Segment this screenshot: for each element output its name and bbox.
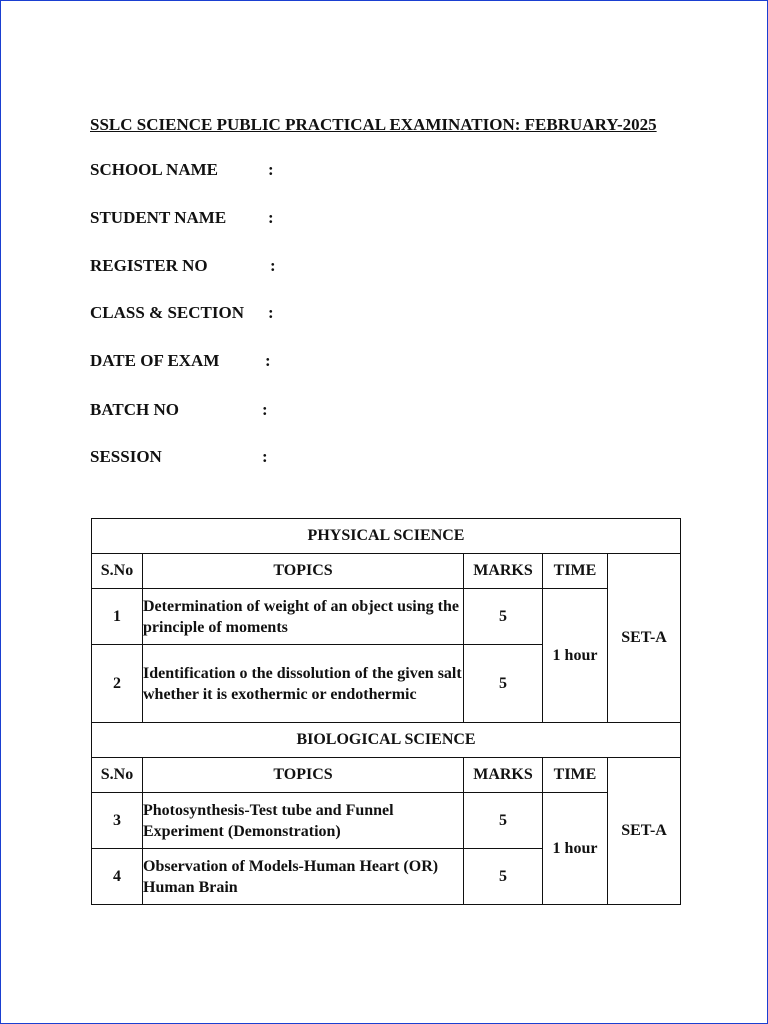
field-date-of-exam (90, 351, 271, 371)
row-marks: 5 (464, 793, 543, 849)
column-header-row (92, 758, 681, 793)
row-sno: 1 (92, 589, 143, 645)
field-label: CLASS & SECTION (90, 303, 244, 322)
header-marks: MARKS (464, 758, 543, 793)
field-school-name (90, 160, 274, 180)
header-topics: TOPICS (143, 554, 464, 589)
header-marks: MARKS (464, 554, 543, 589)
field-colon: : (268, 303, 274, 322)
field-label: STUDENT NAME (90, 208, 227, 227)
header-sno: S.No (92, 758, 143, 793)
header-time: TIME (543, 554, 608, 589)
practical-topics-table (91, 518, 681, 905)
header-sno: S.No (92, 554, 143, 589)
time-cell: 1 hour (543, 589, 608, 723)
field-label: SCHOOL NAME (90, 160, 218, 179)
row-sno: 3 (92, 793, 143, 849)
page-title: SSLC SCIENCE PUBLIC PRACTICAL EXAMINATION: FEBRUARY-2025 (90, 115, 657, 134)
field-colon: : (270, 256, 276, 275)
row-marks: 5 (464, 849, 543, 905)
row-marks: 5 (464, 645, 543, 723)
section-header-row (92, 519, 681, 554)
set-cell: SET-A (608, 554, 681, 723)
row-topic: Photosynthesis-Test tube and Funnel Experiment (Demonstration) (143, 793, 464, 849)
row-topic: Observation of Models-Human Heart (OR) Human Brain (143, 849, 464, 905)
row-sno: 4 (92, 849, 143, 905)
section-title-physical-science: PHYSICAL SCIENCE (92, 519, 681, 554)
column-header-row (92, 554, 681, 589)
field-label: DATE OF EXAM (90, 351, 220, 370)
field-colon: : (265, 351, 271, 370)
field-label: REGISTER NO (90, 256, 208, 275)
field-student-name (90, 208, 274, 228)
table-row (92, 589, 681, 645)
field-colon: : (262, 400, 268, 419)
field-colon: : (262, 447, 268, 466)
section-title-biological-science: BIOLOGICAL SCIENCE (92, 723, 681, 758)
field-colon: : (268, 160, 274, 179)
row-marks: 5 (464, 589, 543, 645)
header-time: TIME (543, 758, 608, 793)
header-topics: TOPICS (143, 758, 464, 793)
time-cell: 1 hour (543, 793, 608, 905)
table-row (92, 793, 681, 849)
field-session (90, 447, 268, 467)
field-batch-no (90, 400, 268, 420)
field-colon: : (268, 208, 274, 227)
field-register-no (90, 256, 276, 276)
row-topic: Identification o the dissolution of the given salt whether it is exothermic or endothermic (143, 645, 464, 723)
row-sno: 2 (92, 645, 143, 723)
row-topic: Determination of weight of an object using the principle of moments (143, 589, 464, 645)
section-header-row (92, 723, 681, 758)
set-cell: SET-A (608, 758, 681, 905)
field-class-section (90, 303, 274, 323)
field-label: BATCH NO (90, 400, 179, 419)
field-label: SESSION (90, 447, 162, 466)
